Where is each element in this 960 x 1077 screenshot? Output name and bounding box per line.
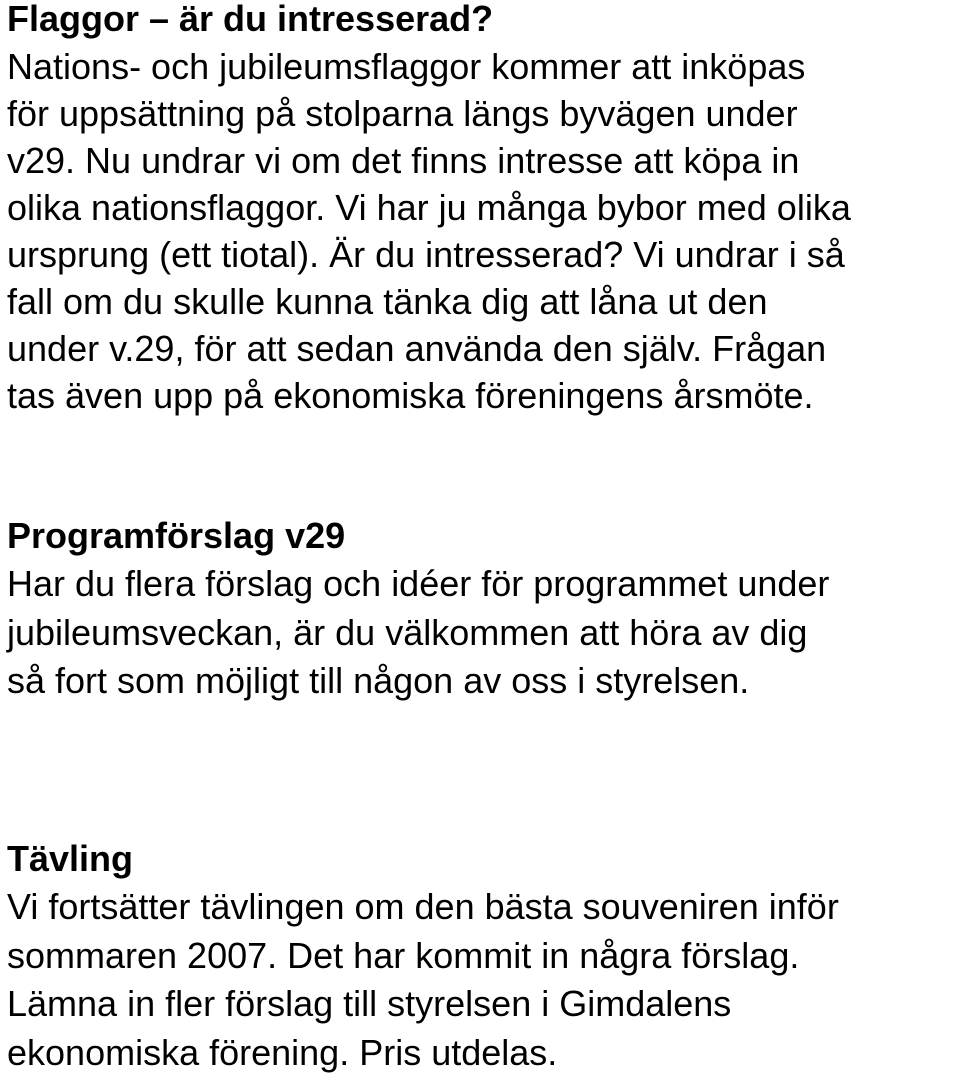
body-line: sommaren 2007. Det har kommit in några förslag. xyxy=(7,932,957,981)
body-line: jubileumsveckan, är du välkommen att höra av dig xyxy=(7,609,957,658)
section-programforslag xyxy=(7,512,957,706)
section-heading: Tävling xyxy=(7,835,957,883)
body-line: olika nationsflaggor. Vi har ju många bybor med olika xyxy=(7,184,957,231)
body-line: tas även upp på ekonomiska föreningens årsmöte. xyxy=(7,372,957,419)
body-line: Nations- och jubileumsflaggor kommer att inköpas xyxy=(7,43,957,90)
section-tavling xyxy=(7,835,957,1077)
body-line: under v.29, för att sedan använda den själv. Frågan xyxy=(7,325,957,372)
body-line: ursprung (ett tiotal). Är du intresserad? Vi undrar i så xyxy=(7,231,957,278)
body-line: fall om du skulle kunna tänka dig att låna ut den xyxy=(7,278,957,325)
body-line: ekonomiska förening. Pris utdelas. xyxy=(7,1029,957,1077)
section-heading: Flaggor – är du intresserad? xyxy=(7,0,957,43)
section-heading: Programförslag v29 xyxy=(7,512,957,560)
body-line: Har du flera förslag och idéer för programmet under xyxy=(7,560,957,609)
body-line: så fort som möjligt till någon av oss i styrelsen. xyxy=(7,657,957,706)
body-line: Lämna in fler förslag till styrelsen i Gimdalens xyxy=(7,980,957,1029)
body-line: för uppsättning på stolparna längs byvägen under xyxy=(7,90,957,137)
body-line: Vi fortsätter tävlingen om den bästa souveniren inför xyxy=(7,883,957,932)
section-flaggor xyxy=(7,0,957,419)
body-line: v29. Nu undrar vi om det finns intresse att köpa in xyxy=(7,137,957,184)
